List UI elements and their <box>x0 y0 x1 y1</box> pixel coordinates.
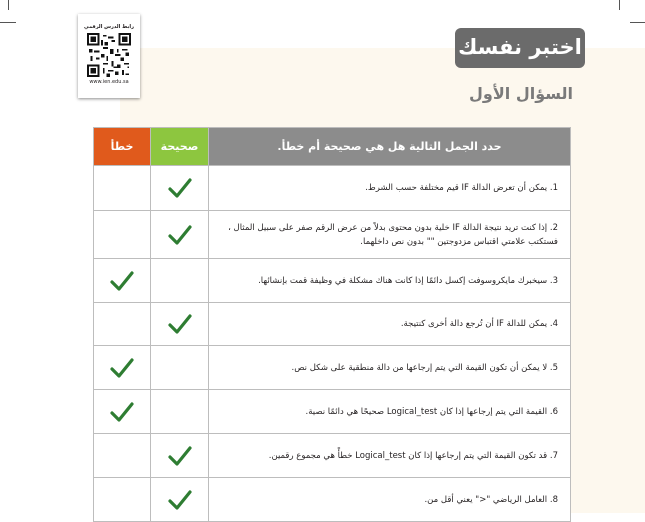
checkmark-icon <box>110 270 134 292</box>
checkmark-icon <box>168 224 192 246</box>
crop-mark <box>0 22 16 23</box>
table-row <box>94 434 571 478</box>
false-answer-cell[interactable] <box>94 211 151 259</box>
statement-cell: 7. قد تكون القيمة التي يتم إرجاعها إذا كان Logical_test خطأً هي مجموع رقمين. <box>209 434 571 478</box>
checkmark-icon <box>168 445 192 467</box>
statement-cell: 5. لا يمكن أن تكون القيمة التي يتم إرجاعها من دالة منطقية على شكل نص. <box>209 346 571 390</box>
table-row <box>94 166 571 211</box>
table-row <box>94 303 571 346</box>
true-answer-cell[interactable] <box>151 434 209 478</box>
true-answer-cell[interactable] <box>151 390 209 434</box>
false-answer-cell[interactable] <box>94 434 151 478</box>
table-row <box>94 259 571 303</box>
table-header-row <box>94 128 571 166</box>
checkmark-icon <box>168 489 192 511</box>
checkmark-icon <box>110 357 134 379</box>
statement-cell: 6. القيمة التي يتم إرجاعها إذا كان Logical_test صحيحًا هي دائمًا نصية. <box>209 390 571 434</box>
statement-column-header: حدد الجمل التالية هل هي صحيحة أم خطأ. <box>209 128 571 166</box>
true-answer-cell[interactable] <box>151 259 209 303</box>
false-answer-cell[interactable] <box>94 346 151 390</box>
crop-mark <box>8 0 9 10</box>
page-title: اختبر نفسك <box>455 28 585 68</box>
true-answer-cell[interactable] <box>151 478 209 522</box>
digital-lesson-qr-card[interactable] <box>78 14 140 98</box>
true-answer-cell[interactable] <box>151 211 209 259</box>
false-column-header: خطأ <box>94 128 151 166</box>
table-row <box>94 211 571 259</box>
qr-card-url[interactable]: www.ien.edu.sa <box>89 79 129 85</box>
true-column-header: صحيحة <box>151 128 209 166</box>
statement-cell: 1. يمكن أن تعرض الدالة IF قيم مختلفة حسب الشرط. <box>209 166 571 211</box>
false-answer-cell[interactable] <box>94 303 151 346</box>
true-answer-cell[interactable] <box>151 166 209 211</box>
statement-cell: 3. سيخبرك مايكروسوفت إكسل دائمًا إذا كانت هناك مشكلة في وظيفة قمت بإنشائها. <box>209 259 571 303</box>
qr-card-title: رابط الدرس الرقمي <box>84 24 134 30</box>
table-row <box>94 346 571 390</box>
checkmark-icon <box>168 177 192 199</box>
statement-cell: 8. العامل الرياضي "<" يعني أقل من. <box>209 478 571 522</box>
crop-mark <box>619 0 620 10</box>
crop-mark <box>630 22 645 23</box>
checkmark-icon <box>168 313 192 335</box>
true-false-table <box>93 127 571 522</box>
table-row <box>94 478 571 522</box>
table-row <box>94 390 571 434</box>
false-answer-cell[interactable] <box>94 478 151 522</box>
statement-cell: 4. يمكن للدالة IF أن تُرجع دالة أخرى كنتيجة. <box>209 303 571 346</box>
checkmark-icon <box>110 401 134 423</box>
false-answer-cell[interactable] <box>94 166 151 211</box>
statement-cell: 2. إذا كنت تريد نتيجة الدالة IF خلية بدون محتوى بدلاً من عرض الرقم صفر على سبيل المثال ، فستكتب علامتي اقتباس مزدوجتين "" بدون نص داخلهما. <box>209 211 571 259</box>
question-heading: السؤال الأول <box>469 84 573 103</box>
false-answer-cell[interactable] <box>94 259 151 303</box>
qr-code-icon <box>87 33 131 77</box>
false-answer-cell[interactable] <box>94 390 151 434</box>
true-answer-cell[interactable] <box>151 303 209 346</box>
true-answer-cell[interactable] <box>151 346 209 390</box>
